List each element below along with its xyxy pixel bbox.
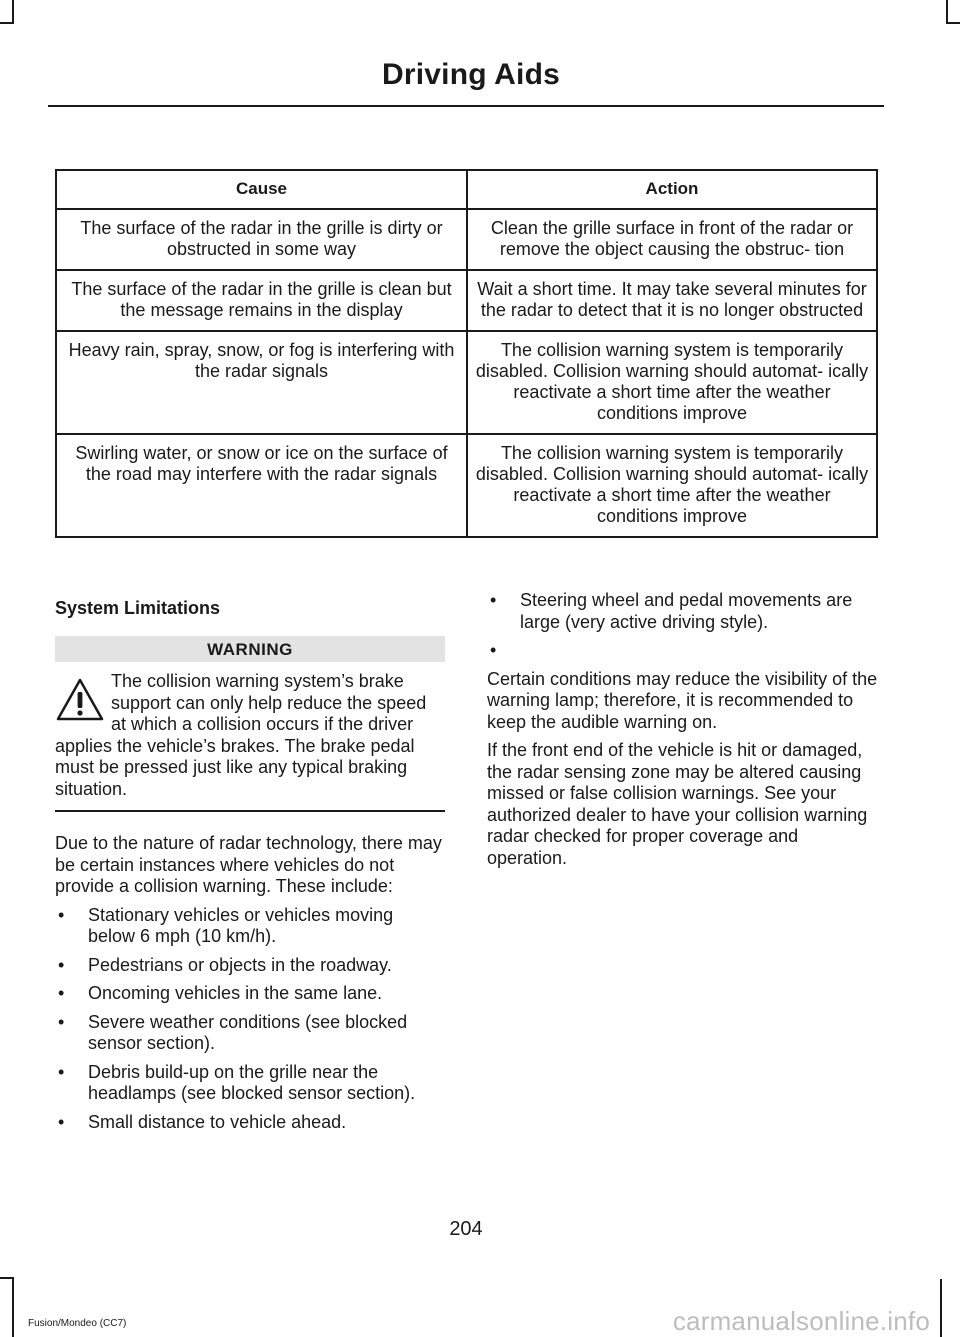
cause-cell: Swirling water, or snow or ice on the surface of the road may interfere with the radar signals bbox=[56, 434, 467, 537]
cause-cell: Heavy rain, spray, snow, or fog is interfering with the radar signals bbox=[56, 331, 467, 434]
crop-mark-top-left bbox=[12, 0, 14, 24]
warning-body bbox=[55, 662, 445, 812]
table-row bbox=[56, 434, 877, 537]
action-cell: The collision warning system is temporarily disabled. Collision warning should automat- ically reactivate a short time after the weather conditions improve bbox=[467, 331, 877, 434]
right-column bbox=[487, 590, 879, 876]
list-item: • Oncoming vehicles in the same lane. bbox=[55, 983, 445, 1005]
page-title: Driving Aids bbox=[382, 58, 560, 91]
list-item: • Pedestrians or objects in the roadway. bbox=[55, 955, 445, 977]
list-item: • Debris build-up on the grille near the headlamps (see blocked sensor section). bbox=[55, 1062, 445, 1105]
column-header-cause: Cause bbox=[56, 170, 467, 209]
warning-text: The collision warning system’s brake support can only help reduce the speed at which a collision occurs if the driver applies the vehicle’s brakes. The brake pedal must be pressed just like any typical braking situation. bbox=[55, 671, 427, 799]
intro-paragraph: Due to the nature of radar technology, there may be certain instances where vehicles do not provide a collision warning. These include: bbox=[55, 833, 442, 896]
list-item: • Severe weather conditions (see blocked sensor section). bbox=[55, 1012, 445, 1055]
table-row bbox=[56, 270, 877, 331]
crop-mark-bottom-right bbox=[940, 1279, 942, 1337]
left-column bbox=[55, 598, 445, 1140]
limitations-list-continued bbox=[487, 590, 879, 662]
action-cell: Clean the grille surface in front of the radar or remove the object causing the obstruc- tion bbox=[467, 209, 877, 270]
warning-label: WARNING bbox=[55, 636, 445, 663]
warning-triangle-icon bbox=[55, 677, 105, 723]
action-cell: The collision warning system is temporarily disabled. Collision warning should automat- ically reactivate a short time after the weather conditions improve bbox=[467, 434, 877, 537]
list-item: • Small distance to vehicle ahead. bbox=[55, 1112, 445, 1134]
visibility-paragraph: Certain conditions may reduce the visibility of the warning lamp; therefore, it is recommended to keep the audible warning on. bbox=[487, 668, 878, 732]
crop-mark-bottom-left bbox=[12, 1279, 14, 1337]
list-item: • Stationary vehicles or vehicles moving below 6 mph (10 km/h). bbox=[55, 905, 445, 948]
crop-mark-top-right bbox=[946, 0, 948, 24]
watermark: carmanualsonline.info bbox=[672, 1306, 930, 1336]
section-heading: System Limitations bbox=[55, 598, 221, 618]
action-cell: Wait a short time. It may take several minutes for the radar to detect that it is no longer obstructed bbox=[467, 270, 877, 331]
crop-mark-top-right-h bbox=[946, 22, 960, 24]
cause-cell: The surface of the radar in the grille is dirty or obstructed in some way bbox=[56, 209, 467, 270]
table-header-row bbox=[56, 170, 877, 209]
crop-mark-bottom-left-h bbox=[0, 1277, 14, 1279]
list-item: • Steering wheel and pedal movements are large (very active driving style). bbox=[487, 590, 879, 633]
damage-paragraph: If the front end of the vehicle is hit or damaged, the radar sensing zone may be altered causing missed or false collision warnings. See your authorized dealer to have your collision warning radar checked for proper coverage and operation. bbox=[487, 740, 868, 868]
list-item-empty bbox=[487, 640, 879, 662]
table-row bbox=[56, 331, 877, 434]
table-row bbox=[56, 209, 877, 270]
cause-action-table bbox=[55, 169, 878, 538]
cause-cell: The surface of the radar in the grille is clean but the message remains in the display bbox=[56, 270, 467, 331]
crop-mark-top-left-h bbox=[0, 22, 14, 24]
limitations-list bbox=[55, 905, 445, 1134]
warning-block bbox=[55, 636, 445, 813]
footer-model: Fusion/Mondeo (CC7) bbox=[28, 1318, 127, 1329]
column-header-action: Action bbox=[467, 170, 877, 209]
header-divider bbox=[48, 105, 884, 107]
page-number: 204 bbox=[449, 1218, 483, 1240]
